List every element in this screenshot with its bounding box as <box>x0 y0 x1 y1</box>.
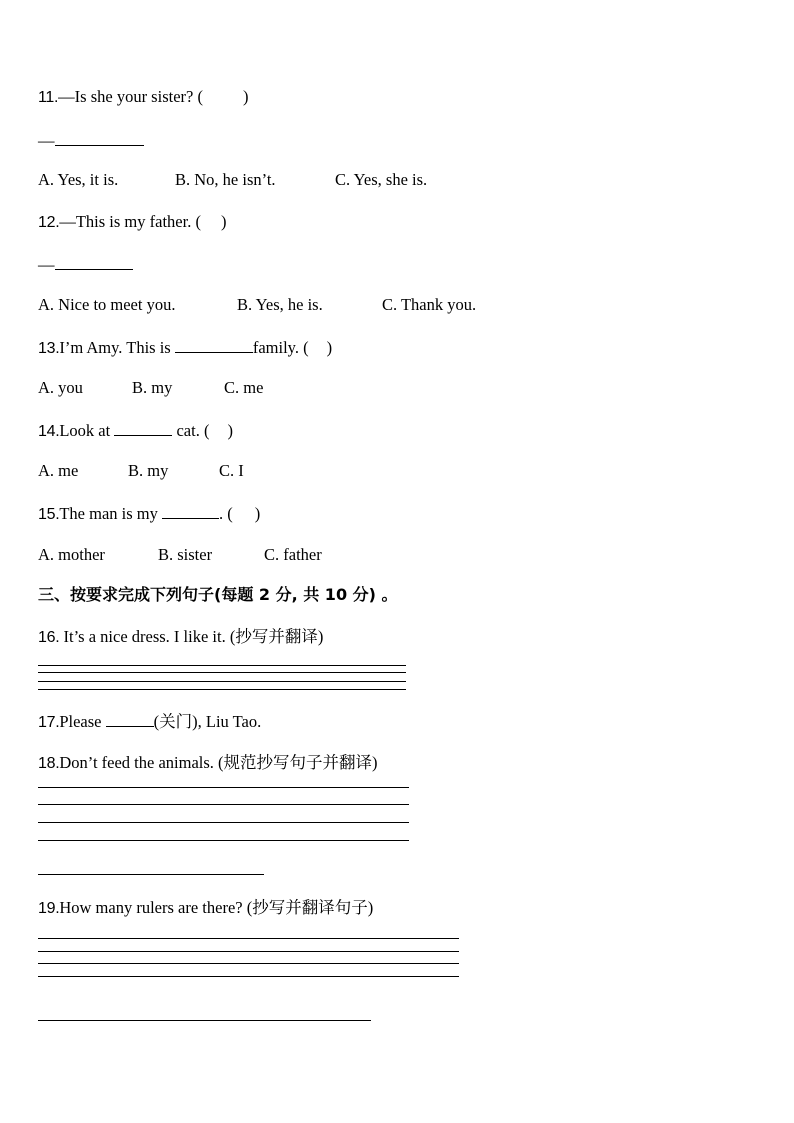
question-number: 16. <box>38 629 64 646</box>
question-number: 19. <box>38 900 60 917</box>
question-stem: Look at <box>59 421 115 440</box>
writing-line[interactable] <box>38 938 459 939</box>
writing-line[interactable] <box>38 672 406 673</box>
writing-line[interactable] <box>38 874 264 875</box>
question-stem: (关门), Liu Tao. <box>153 712 262 731</box>
answer-blank[interactable] <box>106 711 154 727</box>
option-b[interactable]: B. sister <box>158 545 213 564</box>
question-19 <box>38 898 373 919</box>
options-row <box>38 461 244 481</box>
option-b[interactable]: B. my <box>132 378 173 397</box>
option-c[interactable]: C. father <box>264 545 322 564</box>
question-stem: I’m Amy. This is <box>59 338 175 357</box>
writing-line[interactable] <box>38 689 406 690</box>
option-c[interactable]: C. me <box>224 378 264 397</box>
paren-close: ) <box>227 421 233 440</box>
option-b[interactable]: B. Yes, he is. <box>237 295 323 314</box>
section-heading: 三、按要求完成下列句子(每题 2 分, 共 10 分) 。 <box>38 585 398 604</box>
question-number: 18. <box>38 755 60 772</box>
question-stem: —This is my father. ( <box>59 212 201 231</box>
question-text: Don’t feed the animals. (规范抄写句子并翻译) <box>59 753 378 772</box>
option-c[interactable]: C. Thank you. <box>382 295 477 314</box>
writing-line[interactable] <box>38 665 406 666</box>
option-b[interactable]: B. my <box>128 461 169 480</box>
answer-blank[interactable] <box>175 337 253 353</box>
answer-line <box>38 254 133 275</box>
option-a[interactable]: A. Nice to meet you. <box>38 295 176 314</box>
question-18 <box>38 753 378 774</box>
writing-line[interactable] <box>38 822 409 823</box>
paren-close: ) <box>242 87 249 106</box>
writing-line[interactable] <box>38 804 409 805</box>
option-c[interactable]: C. Yes, she is. <box>335 170 428 189</box>
question-17 <box>38 711 261 733</box>
option-a[interactable]: A. mother <box>38 545 105 564</box>
writing-line[interactable] <box>38 681 406 682</box>
question-11 <box>38 87 248 108</box>
question-number: 17. <box>38 714 60 731</box>
options-row <box>38 170 427 190</box>
question-stem: family. ( <box>252 338 309 357</box>
question-15 <box>38 503 260 525</box>
writing-line[interactable] <box>38 963 459 964</box>
option-b[interactable]: B. No, he isn’t. <box>175 170 276 189</box>
question-number: 11. <box>38 89 59 106</box>
question-number: 15. <box>38 506 60 523</box>
option-a[interactable]: A. me <box>38 461 79 480</box>
paren-close: ) <box>254 504 261 523</box>
writing-line[interactable] <box>38 951 459 952</box>
option-a[interactable]: A. you <box>38 378 83 397</box>
dash: — <box>38 255 55 274</box>
question-12 <box>38 212 226 233</box>
question-16 <box>38 627 323 648</box>
paren-close: ) <box>220 212 227 231</box>
question-stem: —Is she your sister? ( <box>58 87 203 106</box>
writing-line[interactable] <box>38 840 409 841</box>
question-number: 14. <box>38 423 60 440</box>
option-c[interactable]: C. I <box>219 461 244 480</box>
options-row <box>38 295 476 315</box>
writing-line[interactable] <box>38 1020 371 1021</box>
question-stem: . ( <box>219 504 233 523</box>
question-stem: cat. ( <box>172 421 210 440</box>
writing-line[interactable] <box>38 787 409 788</box>
question-text: It’s a nice dress. I like it. (抄写并翻译) <box>63 627 324 646</box>
dash: — <box>38 131 55 150</box>
question-stem: Please <box>59 712 106 731</box>
paren-close: ) <box>326 338 333 357</box>
question-number: 13. <box>38 340 60 357</box>
options-row <box>38 545 322 565</box>
option-a[interactable]: A. Yes, it is. <box>38 170 119 189</box>
answer-blank[interactable] <box>162 503 219 519</box>
answer-line <box>38 130 144 151</box>
question-stem: The man is my <box>59 504 162 523</box>
answer-blank[interactable] <box>55 130 144 146</box>
writing-line[interactable] <box>38 976 459 977</box>
question-number: 12. <box>38 214 60 231</box>
options-row <box>38 378 263 398</box>
question-14 <box>38 420 233 442</box>
answer-blank[interactable] <box>114 420 172 436</box>
question-13 <box>38 337 332 359</box>
question-text: How many rulers are there? (抄写并翻译句子) <box>59 898 374 917</box>
answer-blank[interactable] <box>55 254 133 270</box>
